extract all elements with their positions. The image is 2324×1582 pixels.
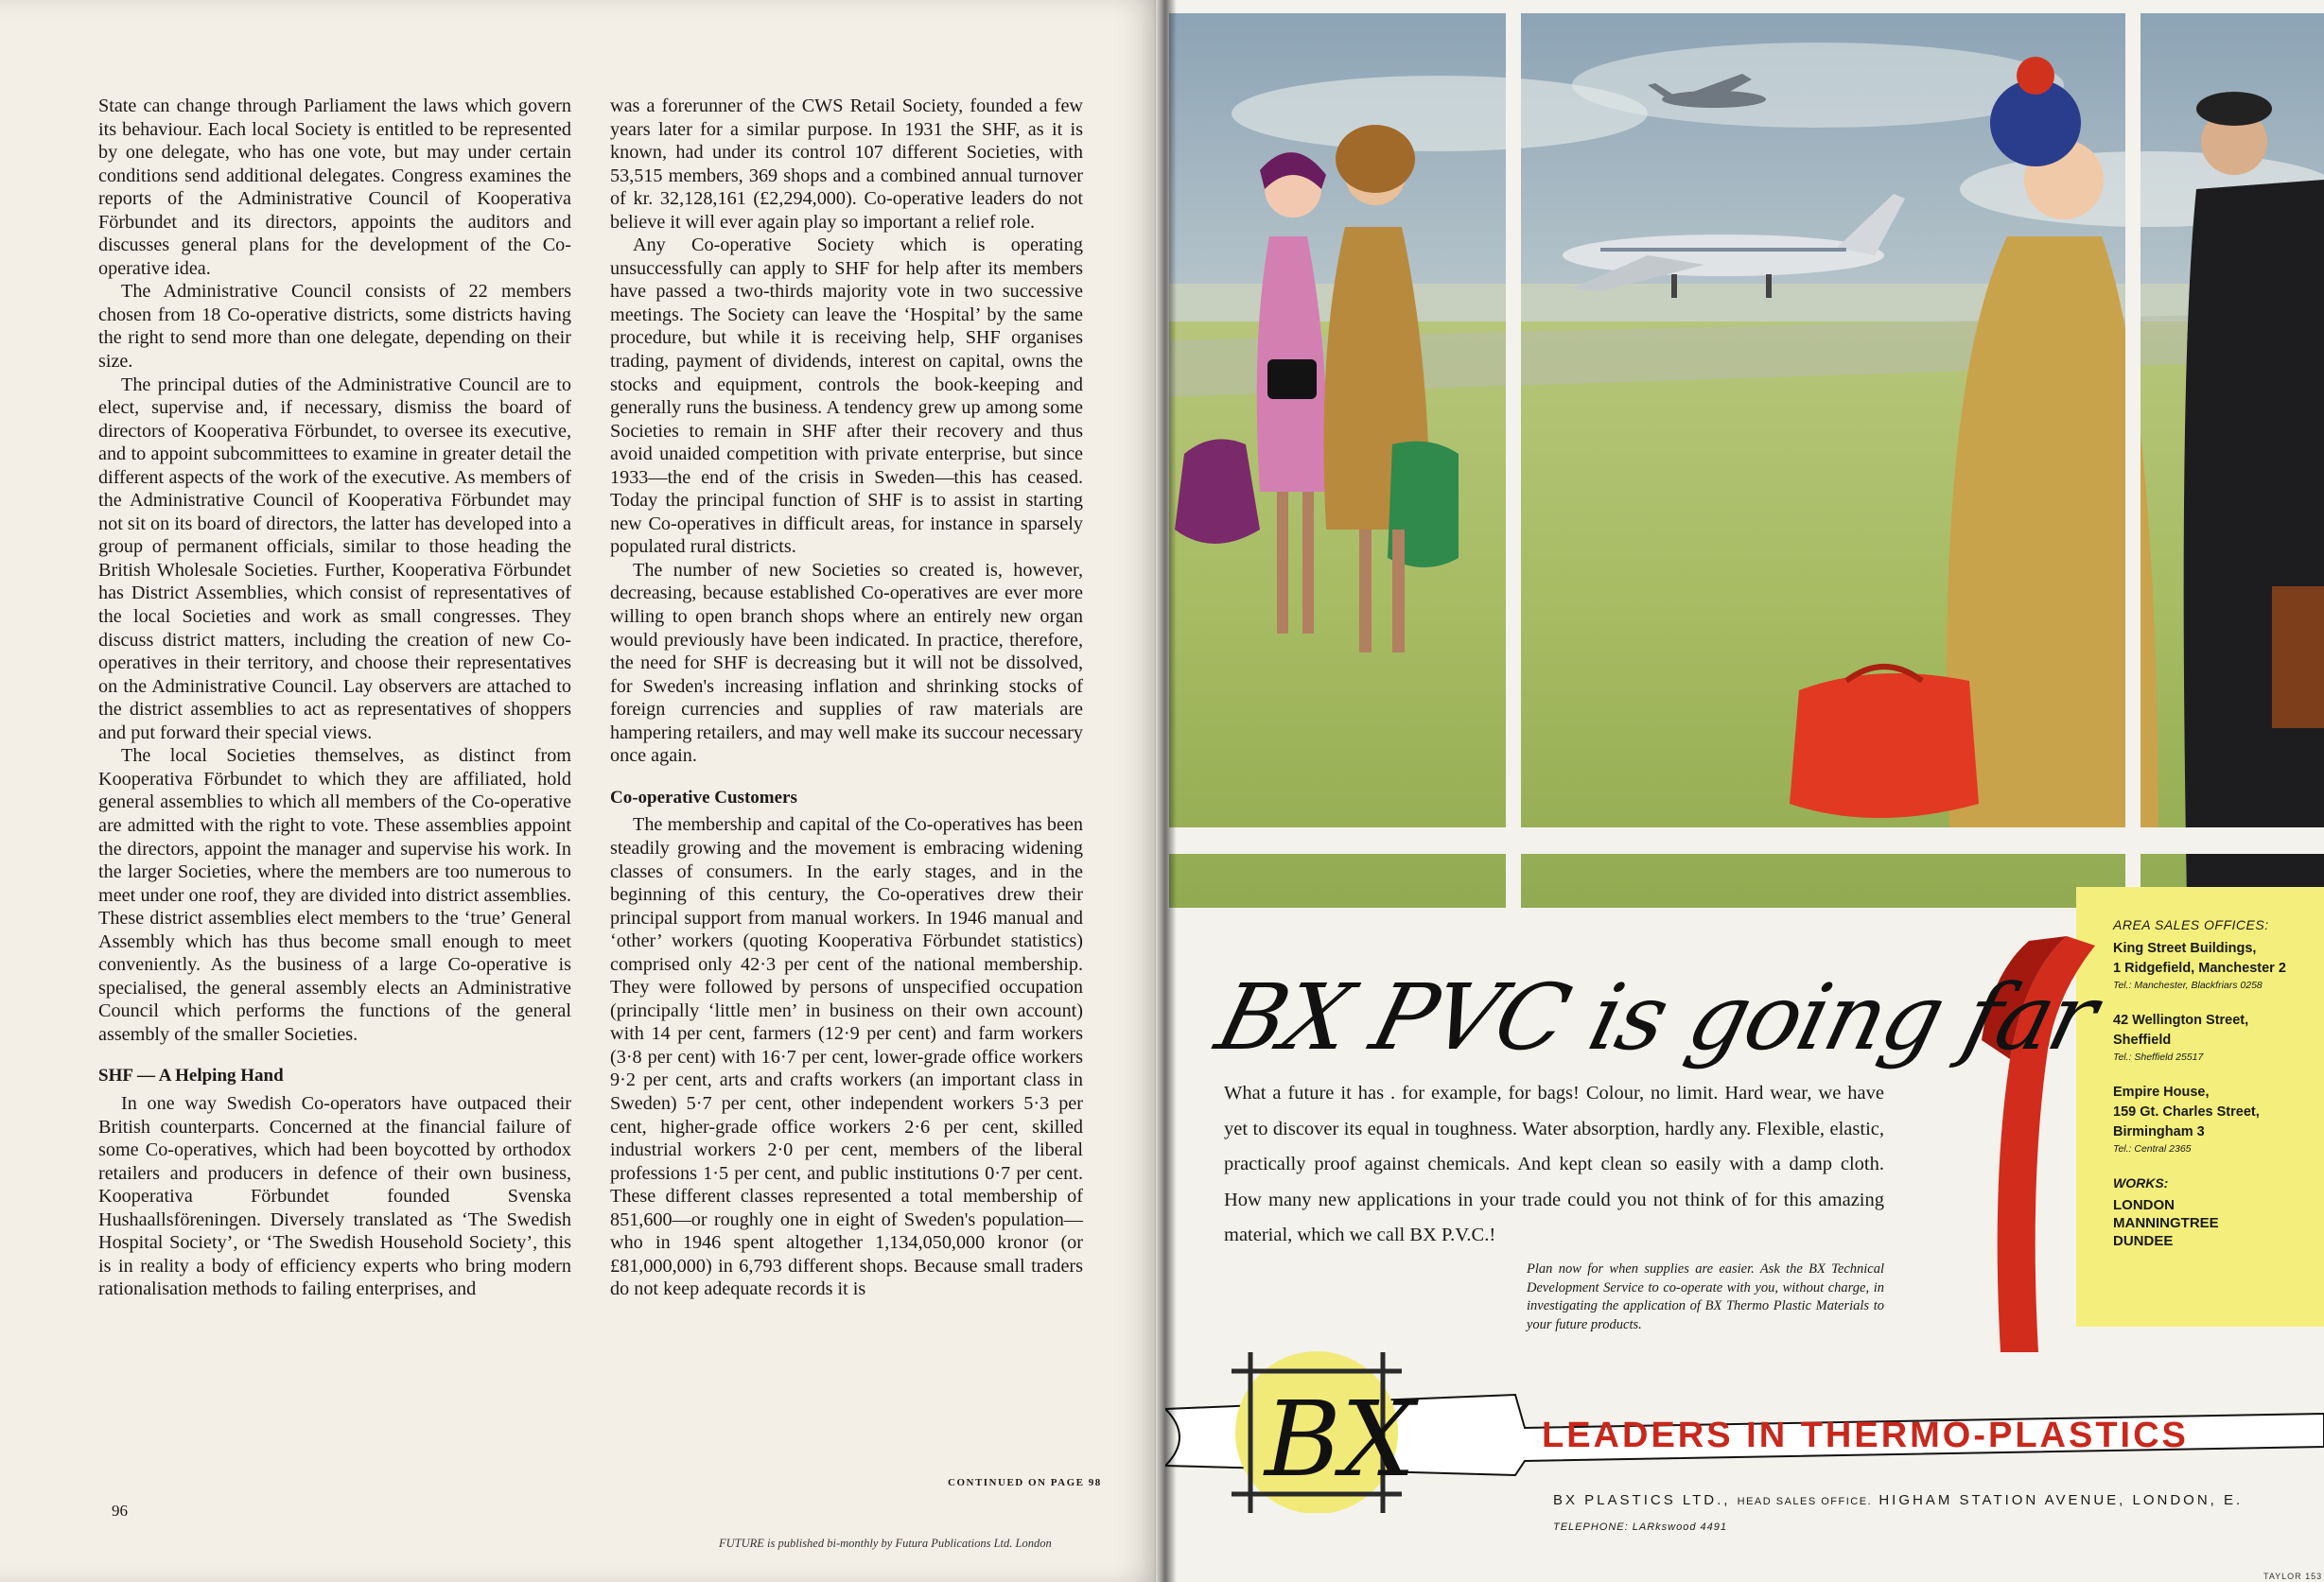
- office-entry: [2113, 1084, 2316, 1155]
- section-heading: Co-operative Customers: [610, 787, 797, 808]
- office-address-line: Empire House,: [2113, 1085, 2210, 1100]
- company-address: [1553, 1492, 2243, 1508]
- works-heading: WORKS:: [2113, 1175, 2169, 1191]
- paragraph: In one way Swedish Co-operators have outpaced their British counterparts. Concerned at the financial failure of some Co-operatives, which had been boycotted by orthodox retailers and producers in defence of their own business, Kooperativa Förbundet founded Svenska Hushaallsföreningen. Diversely translated as ‘The Swedish Hospital Society’, or ‘The Swedish Household Society’, this is in reality a body of efficiency experts who bring modern rationalisation methods to failing enterprises, and: [98, 1092, 571, 1300]
- agency-mark: TAYLOR 153: [2263, 1572, 2323, 1581]
- head-office-label: HEAD SALES OFFICE.: [1737, 1496, 1873, 1507]
- continued-note: CONTINUED ON PAGE 98: [948, 1477, 1102, 1488]
- works-location: DUNDEE: [2113, 1233, 2174, 1249]
- paragraph: The Administrative Council consists of 22 members chosen from 18 Co-operative districts, some districts having the right to send more than one delegate, depending on their size.: [98, 281, 571, 373]
- office-address-line: Birmingham 3: [2113, 1124, 2205, 1139]
- paragraph: State can change through Parliament the laws which govern its behaviour. Each local Society is entitled to be represented by one delegate, who has one vote, but may under certain conditions send additional delegates. Congress examines the reports of the Administrative Council of Kooperativa Förbundet and its directors, appoints the auditors and discusses general plans for the development of the Co-operative idea.: [98, 96, 571, 279]
- street-address: HIGHAM STATION AVENUE, LONDON, E.: [1878, 1492, 2244, 1508]
- bx-logo-text: BX: [1265, 1379, 1416, 1500]
- paragraph: was a forerunner of the CWS Retail Society, founded a few years later for a similar purpose. In 1931 the SHF, as it is known, had under its control 107 different Societies, with 53,515 members, 369 shops and a combined annual turnover of kr. 32,128,161 (£2,294,000). Co-operative leaders do not believe it will ever again play so important a relief role.: [610, 96, 1083, 233]
- office-telephone: Tel.: Sheffield 25517: [2113, 1052, 2204, 1063]
- text-column-1: [98, 95, 571, 1301]
- paragraph: The local Societies themselves, as distinct from Kooperativa Förbundet to which they are affiliated, hold general assemblies to which all members of the Co-operative are admitted with the right to vote. These assemblies appoint the directors, appoint the manager and supervise his work. In the larger Societies, where the members are too numerous to meet under one roof, they are divided into district assemblies. These district assemblies elect members to the ‘true’ General Assembly which has thus become small enough to meet conveniently. As the business of a large Co-operative is specialised, the general assembly elects an Administrative Council which performs the functions of the general assembly of the smaller Societies.: [98, 745, 571, 1045]
- offices-heading: AREA SALES OFFICES:: [2113, 917, 2269, 932]
- tagline: LEADERS IN THERMO-PLASTICS: [1542, 1416, 2189, 1455]
- page-number: 96: [112, 1502, 128, 1520]
- office-address-line: Sheffield: [2113, 1033, 2172, 1048]
- sales-offices: [2113, 917, 2316, 1250]
- office-entry: [2113, 1012, 2316, 1063]
- office-address-line: King Street Buildings,: [2113, 941, 2257, 956]
- book-gutter: [1154, 0, 1177, 1582]
- advert-headline: BX PVC is going far: [1207, 965, 2106, 1070]
- works-location: LONDON: [2113, 1197, 2175, 1213]
- paragraph: Any Co-operative Society which is operating unsuccessfully can apply to SHF for help after its members have passed a two-thirds majority vote in two successive meetings. The Society can leave the ‘Hospital’ by the same procedure, but while it is receiving help, SHF organises trading, payment of dividends, interest on capital, owns the stocks and equipment, controls the book-keeping and generally runs the business. A tendency grew up among some Societies to remain in SHF after their recovery and thus avoid unaided competition with private enterprise, but since 1933—the end of the crisis in Sweden—this has ceased. Today the principal function of SHF is to assist in starting new Co-operatives in difficult areas, for instance in sparsely populated rural districts.: [610, 235, 1083, 558]
- office-telephone: Tel.: Manchester, Blackfriars 0258: [2113, 980, 2263, 991]
- paragraph: The membership and capital of the Co-operatives has been steadily growing and the movement is embracing widening classes of consumers. In the early stages, and in the beginning of this century, the Co-operatives drew their principal support from manual workers. In 1946 manual and ‘other’ workers (quoting Kooperativa Förbundet statistics) comprised only 42·3 per cent of the national membership. They were followed by persons of unspecified occupation (principally ‘little men’ in business on their own account) with 14 per cent, farmers (12·9 per cent) and farm workers (3·8 per cent) with 16·7 per cent, lower-grade office workers 9·2 per cent, arts and crafts workers (an important class in Sweden) 5·7 per cent, other independent workers 5·3 per cent, higher-grade office workers 2·6 per cent, skilled industrial workers 2·0 per cent, members of the liberal professions 1·5 per cent, and public institutions 0·7 per cent. These different classes represented a total membership of 851,600—or roughly one in eight of Sweden's population—who in 1946 spent altogether 1,134,050,000 kronor (or £81,000,000) in 6,793 different shops. Because small traders do not keep adequate records it is: [610, 814, 1083, 1300]
- company-name: BX PLASTICS LTD.,: [1553, 1492, 1731, 1508]
- company-telephone: TELEPHONE: LARkswood 4491: [1553, 1521, 1727, 1533]
- paragraph: The principal duties of the Administrative Council are to elect, supervise and, if necessary, dismiss the board of directors of Kooperativa Förbundet, to oversee its executive, and to appoint subcommittees to examine in greater detail the different aspects of the work of the executive. As members of the Administrative Council of Kooperativa Förbundet may not sit on its board of directors, the latter has developed into a group of permanent officials, similar to those heading the British Wholesale Societies. Further, Kooperativa Förbundet has District Assemblies, which consist of representatives of the local Societies and work as small congresses. They discuss district matters, including the creation of new Co-operatives in their territory, and choose their representatives on the Administrative Council. Lay observers are attached to the district assemblies to act as representatives of shoppers and put forward their special views.: [98, 374, 571, 743]
- section-heading: SHF — A Helping Hand: [98, 1066, 284, 1087]
- office-address-line: 159 Gt. Charles Street,: [2113, 1104, 2260, 1120]
- paragraph: The number of new Societies so created is, however, decreasing, because established Co-operatives are ever more willing to open branch shops where an entirely new organ would previously have been indicated. In practice, therefore, the need for SHF is decreasing but it will not be dissolved, for Sweden's increasing inflation and shrinking stocks of foreign currencies and supplies of raw materials are hampering retailers, and may well make its succour necessary once again.: [610, 559, 1083, 767]
- works-location: MANNINGTREE: [2113, 1215, 2219, 1231]
- advert-body: What a future it has . for example, for bags! Colour, no limit. Hard wear, we have yet to discover its equal in toughness. Water absorption, hardly any. Flexible, elastic, practically proof against chemicals. And kept clean so easily with a damp cloth. How many new applications in your trade could you not think of for this amazing material, which we call BX P.V.C.!: [1224, 1083, 1884, 1245]
- airport-illustration: [1156, 0, 2324, 946]
- office-address-line: 42 Wellington Street,: [2113, 1013, 2249, 1028]
- text-column-2: [610, 95, 1083, 1301]
- office-entry: [2113, 940, 2316, 991]
- office-telephone: Tel.: Central 2365: [2113, 1143, 2192, 1155]
- advert-note: Plan now for when supplies are easier. Ask the BX Technical Development Service to co-operate with you, without charge, in investigating the application of BX Thermo Plastic Materials to your future products.: [1527, 1261, 1884, 1332]
- publisher-imprint: FUTURE is published bi-monthly by Futura Publications Ltd. London: [719, 1537, 1052, 1550]
- office-address-line: 1 Ridgefield, Manchester 2: [2113, 961, 2286, 976]
- man-dark-coat: [2184, 92, 2324, 898]
